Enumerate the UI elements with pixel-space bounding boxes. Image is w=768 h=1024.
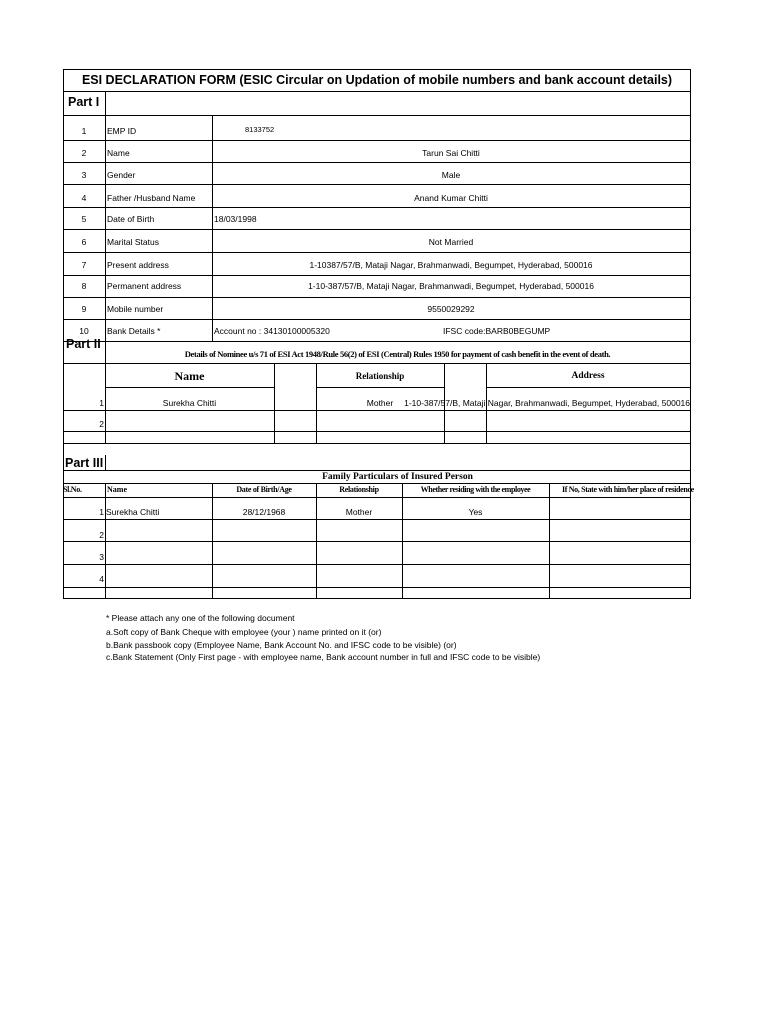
row-number: 6 (81, 237, 87, 247)
account-number-value: Account no : 34130100005320 (214, 326, 330, 336)
row-number: 9 (81, 304, 87, 314)
emp-id-value: 8133752 (245, 125, 275, 134)
row-number: 1 (81, 126, 87, 136)
nominee-relationship: Mother (366, 398, 394, 408)
family-header-name: Name (107, 485, 127, 494)
nominee-name: Surekha Chitti (162, 398, 217, 408)
row-number: 10 (79, 326, 89, 336)
dob-value: 18/03/1998 (214, 214, 257, 224)
ifsc-value: IFSC code:BARB0BEGUMP (443, 326, 551, 336)
nominee-header-address: Address (571, 371, 605, 381)
row-number: 2 (99, 419, 104, 429)
nominee-header-name: Name (174, 369, 205, 383)
part2-label: Part II (66, 337, 101, 351)
row-number: 2 (81, 148, 87, 158)
family-member-residing: Yes (468, 507, 483, 517)
row-label: Permanent address (107, 281, 182, 291)
row-number: 4 (81, 193, 87, 203)
mobile-value: 9550029292 (427, 304, 475, 314)
row-label: Name (107, 148, 130, 158)
permanent-address-value: 1-10-387/57/B, Mataji Nagar, Brahmanwadi, Begumpet, Hyderabad, 500016 (308, 281, 594, 291)
row-label: Marital Status (107, 237, 159, 247)
name-value: Tarun Sai Chitti (422, 148, 480, 158)
row-number: 2 (99, 530, 104, 540)
row-label: Date of Birth (107, 214, 155, 224)
note-line: * Please attach any one of the following document (106, 613, 295, 623)
family-member-relationship: Mother (345, 507, 373, 517)
family-header-dob: Date of Birth/Age (236, 485, 292, 494)
part2-subtitle: Details of Nominee u/s 71 of ESI Act 1948/Rule 56(2) of ESI (Central) Rules 1950 for payment of cash benefit in the event of death. (184, 349, 611, 359)
row-number: 1 (99, 507, 104, 517)
family-header-relationship: Relationship (339, 485, 379, 494)
row-number: 7 (81, 260, 87, 270)
part1-label: Part I (68, 95, 100, 109)
row-label: Bank Details * (107, 326, 161, 336)
row-number: 8 (81, 281, 87, 291)
row-number: 1 (99, 398, 104, 408)
nominee-address: 1-10-387/57/B, Mataji Nagar, Brahmanwadi, Begumpet, Hyderabad, 500016 (404, 398, 690, 408)
row-label: Father /Husband Name (107, 193, 196, 203)
row-label: Mobile number (107, 304, 164, 314)
present-address-value: 1-10387/57/B, Mataji Nagar, Brahmanwadi, Begumpet, Hyderabad, 500016 (309, 260, 593, 270)
marital-status-value: Not Married (428, 237, 474, 247)
family-member-dob: 28/12/1968 (242, 507, 286, 517)
nominee-header-relationship: Relationship (355, 371, 405, 381)
family-header-slno: Sl.No. (63, 485, 82, 494)
row-number: 3 (99, 552, 104, 562)
note-line: b.Bank passbook copy (Employee Name, Bank Account No. and IFSC code to be visible) (or) (106, 640, 457, 650)
note-line: a.Soft copy of Bank Cheque with employee (your ) name printed on it (or) (106, 627, 382, 637)
family-member-name: Surekha Chitti (106, 507, 160, 517)
row-number: 5 (81, 214, 87, 224)
family-header-place: If No, State with him/her place of residence (562, 485, 694, 494)
part3-label: Part III (65, 456, 104, 470)
row-number: 4 (99, 574, 104, 584)
part3-subtitle: Family Particulars of Insured Person (322, 472, 473, 482)
row-label: Present address (107, 260, 169, 270)
row-label: EMP ID (107, 126, 137, 136)
row-number: 3 (81, 170, 87, 180)
gender-value: Male (441, 170, 461, 180)
note-line: c.Bank Statement (Only First page - with employee name, Bank account number in full and IFSC code to be visible) (106, 652, 541, 662)
family-header-residing: Whether residing with the employee (420, 485, 531, 494)
form-title: ESI DECLARATION FORM (ESIC Circular on Updation of mobile numbers and bank account details) (81, 73, 673, 87)
father-name-value: Anand Kumar Chitti (414, 193, 488, 203)
row-label: Gender (107, 170, 136, 180)
